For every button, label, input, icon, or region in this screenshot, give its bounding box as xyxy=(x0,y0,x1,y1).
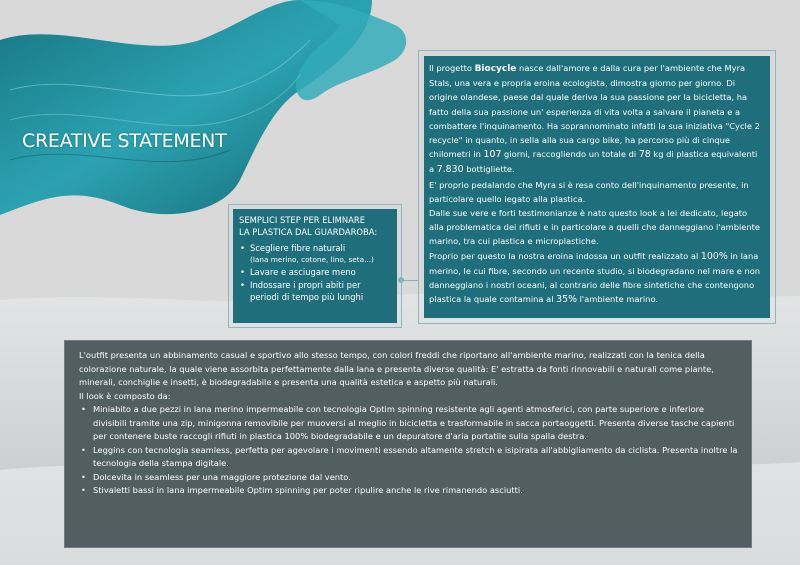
list-item: • Dolcevita in seamless per una maggiore protezione dal vento. xyxy=(79,471,739,485)
outfit-intro: L'outfit presenta un abbinamento casual e sportivo allo stesso tempo, con colori freddi che riportano all'ambiente marino, realizzati con la tenica della colorazione naturale, la quale viene assorbita perfettamente dalla lana e presenta diverse qualità: E' estratta da fonti rinnovabili e naturali come piante, minerali, conchiglie e insetti, è biodegradabile e presenta una qualità estetica e aspetto più naturali. xyxy=(79,350,714,387)
list-item: • Lavare e asciugare meno xyxy=(239,266,391,278)
steps-list xyxy=(239,242,391,303)
steps-heading: SEMPLICI STEP PER ELIMNARE LA PLASTICA DAL GUARDAROBA: xyxy=(239,215,378,237)
days-count: 107 xyxy=(483,149,502,161)
list-item: • Indossare i propri abiti per periodi di tempo più lunghi xyxy=(239,279,391,303)
fibres-note: (lana merino, cotone, lino, seta...) xyxy=(250,255,374,265)
kg-count: 78 xyxy=(638,149,651,161)
list-item: • Miniabito a due pezzi in lana merino impermeabile con tecnologia Optim spinning resistente agli agenti atmosferici, con parte superiore e inferiore divisibili tramite una zip, minigonna removibile per muoversi al meglio in bicicletta e trasformabile in sacca portaoggetti. Presenta diverse tasche capienti per contenere buste raccogli rifiuti in plastica 100% biodegradabile e un depuratore d'aria portatile sulla spalla destra. xyxy=(79,403,739,444)
outfit-composed-label: Il look è composto da: xyxy=(79,390,171,401)
project-name: Biocycle xyxy=(474,64,517,74)
list-item: • Scegliere fibre naturali (lana merino, cotone, lino, seta...) xyxy=(239,242,391,266)
list-item: • Stivaletti bassi in lana impermeabile Optim spinning per poter ripulire anche le rive rimanendo asciutti. xyxy=(79,484,739,498)
story-paragraph-2: E' proprio pedalando che Myra si è resa conto dell'inquinamento presente, in particolare quello legato alla plastica. xyxy=(429,179,749,204)
story-paragraph-4: Proprio per questo la nostra eroina indossa un outfit realizzato al 100% in lana merino, le cui fibre, secondo un recente studio, si biodegradano nel mare e non danneggiano i nostri oceani, al contrario delle fibre sintetiche che contengono plastica la quale contamina al 35% l'ambiente marino. xyxy=(429,250,761,306)
marine-percent: 35% xyxy=(556,294,577,306)
outfit-panel xyxy=(64,340,752,548)
steps-panel xyxy=(228,204,402,328)
steps-panel-content xyxy=(233,209,397,323)
page-title: CREATIVE STATEMENT xyxy=(22,130,227,152)
connector-line xyxy=(400,280,418,281)
recycled-percent: 100% xyxy=(700,250,728,262)
story-paragraph-1: Il progetto Biocycle nasce dall'amore e dalla cura per l'ambiente che Myra Stals, una vera e propria eroina ecologista, dimostra giorno per giorno. Di origine olandese, paese dal quale deriva la sua passione per la bicicletta, ha fatto della sua passione un' esperienza di vita volta a salvare il pianeta e a combattere l'inquinamento. Ha soprannominato infatti la sua iniziativa "Cycle 2 recycle" in quanto, in sella alla sua cargo bike, ha percorso più di cinque chilometri in 107 giorni, raccogliendo un totale di 78 kg di plastica equivalenti a 7.830 bottigliette. xyxy=(429,63,760,176)
story-panel xyxy=(418,50,776,324)
list-item: • Leggins con tecnologia seamless, perfetta per agevolare i movimenti essendo altamente stretch e isipirata all'abbigliamento da ciclista. Presenta inoltre la tecnologia della stampa digitale. xyxy=(79,444,739,471)
story-panel-content xyxy=(424,56,770,318)
bottles-count: 7.830 xyxy=(436,164,464,176)
story-paragraph-3: Dalle sue vere e forti testimonianze è nato questo look a lei dedicato, legato alla problematica dei rifiuti e in particolare a quelli che danneggiano l'ambiente marino, tra cui plastica e microplastiche. xyxy=(429,208,761,247)
outfit-list xyxy=(79,403,739,498)
